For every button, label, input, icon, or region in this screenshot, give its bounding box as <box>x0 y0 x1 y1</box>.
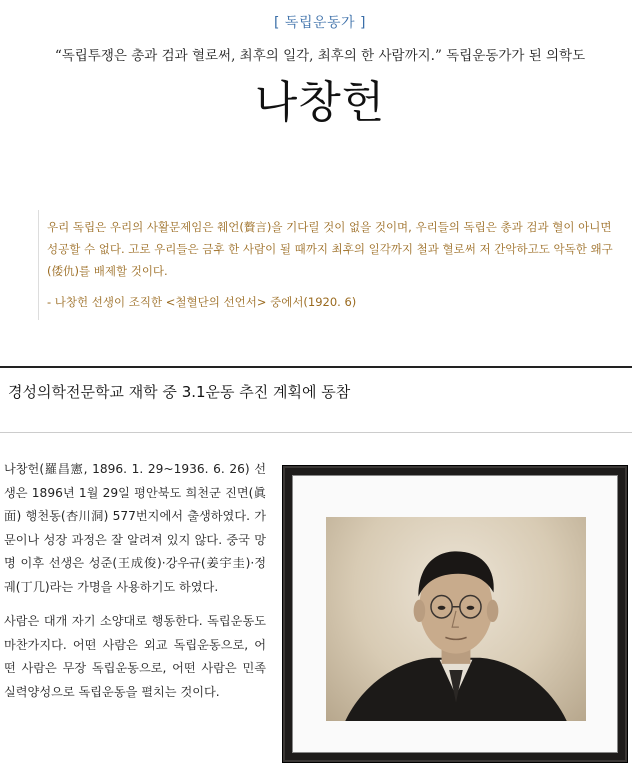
portrait-illustration <box>326 517 586 721</box>
quote-block <box>38 210 632 320</box>
section-divider-bottom <box>0 432 632 433</box>
portrait-mat <box>292 475 618 753</box>
section-divider-top <box>0 366 632 368</box>
body-paragraph: 나창헌(羅昌憲, 1896. 1. 29~1936. 6. 26) 선생은 1896년 1월 29일 평안북도 희천군 진면(眞面) 행천동(杏川洞) 577번지에서 출생하였다. 가문이나 성장 과정은 잘 알려져 있지 않다. 중국 망명 이후 선생은 성준(王成俊)·강우규(姜宇圭)·정궤(丁几)라는 가명을 사용하기도 하였다. <box>4 462 266 594</box>
article-body <box>4 458 266 715</box>
page-title: 나창헌 <box>254 77 386 128</box>
portrait-photo <box>326 517 586 721</box>
section-heading: 경성의학전문학교 재학 중 3.1운동 추진 계획에 동참 <box>8 383 351 401</box>
category-label: [ 독립운동가 ] <box>274 15 366 31</box>
article-subtitle: “독립투쟁은 총과 검과 혈로써, 최후의 일각, 최후의 한 사람까지.” 독립운동가가 된 의학도 <box>54 48 586 64</box>
quote-text: 우리 독립은 우리의 사활문제임은 췌언(贅言)을 기다릴 것이 없을 것이며, 우리들의 독립은 총과 검과 혈이 아니면 성공할 수 없다. 고로 우리들은 금후 한 사람이 될 때까지 최후의 일각까지 철과 혈로써 저 간악하고도 악독한 왜구(倭仇)를 배제할 것이다. <box>47 220 613 278</box>
quote-source: - 나창헌 선생이 조직한 <철혈단의 선언서> 중에서(1920. 6) <box>47 295 357 309</box>
body-paragraph: 사람은 대개 자기 소양대로 행동한다. 독립운동도 마찬가지다. 어떤 사람은 외교 독립운동으로, 어떤 사람은 무장 독립운동으로, 어떤 사람은 민족 실력양성으로 독립운동을 펼치는 것이다. <box>4 614 266 699</box>
portrait-frame <box>282 465 628 763</box>
